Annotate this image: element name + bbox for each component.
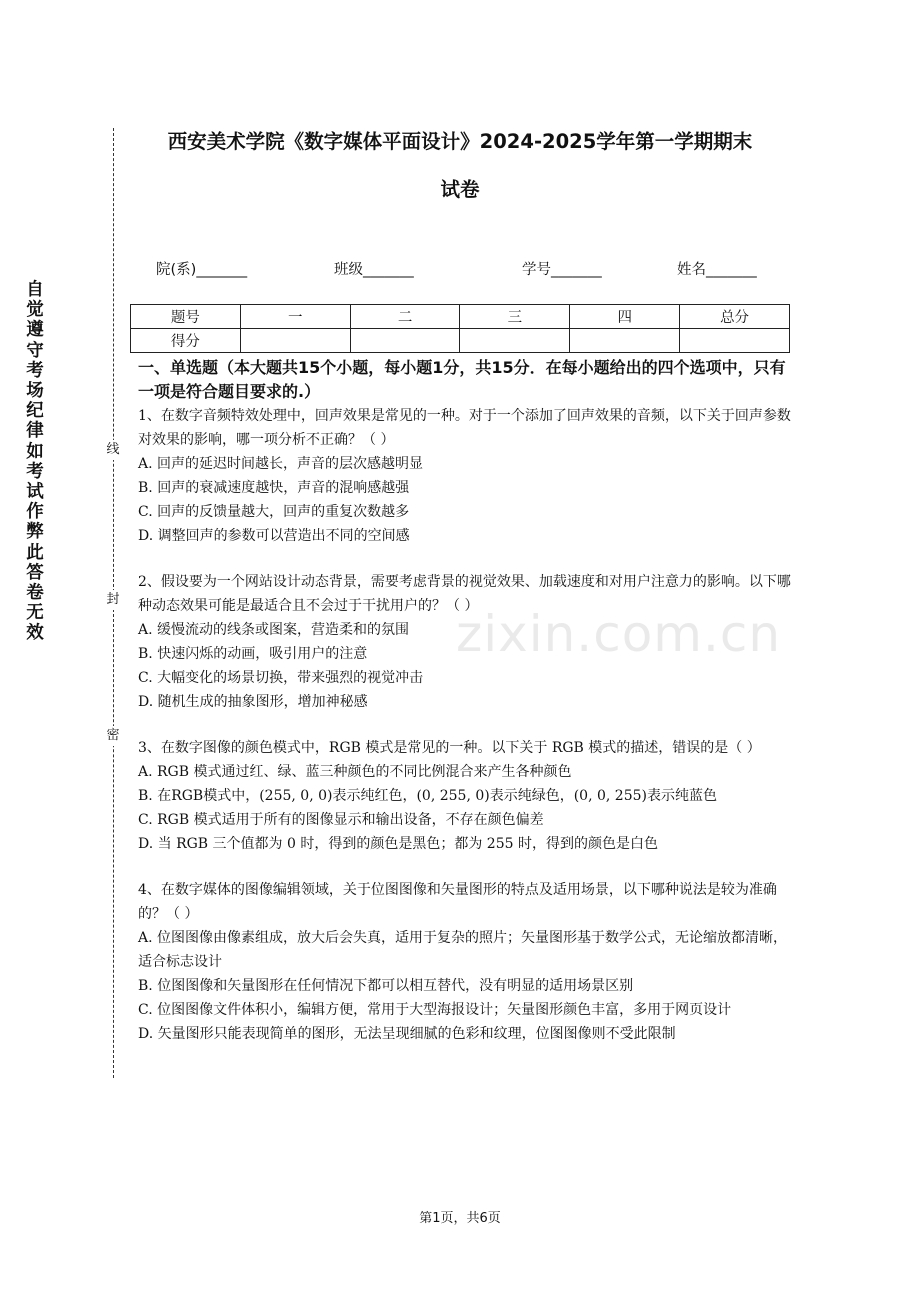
score-table-header-cell: 四 xyxy=(570,305,680,329)
score-table-header-cell: 二 xyxy=(350,305,460,329)
score-table-score-row xyxy=(131,329,790,353)
question-1 xyxy=(138,404,794,548)
score-table-header-cell: 总分 xyxy=(680,305,790,329)
question-option: C. 位图图像文件体积小，编辑方便，常用于大型海报设计；矢量图形颜色丰富，多用于网页设计 xyxy=(138,1002,732,1018)
question-3 xyxy=(138,736,794,856)
question-option: B. 回声的衰减速度越快，声音的混响感越强 xyxy=(138,480,410,496)
question-option: B. 位图图像和矢量图形在任何情况下都可以相互替代，没有明显的适用场景区别 xyxy=(138,978,634,994)
question-option: B. 在RGB模式中，(255, 0, 0)表示纯红色，(0, 255, 0)表示纯绿色，(0, 0, 255)表示纯蓝色 xyxy=(138,788,717,804)
exam-title-line-1: 西安美术学院《数字媒体平面设计》2024-2025学年第一学期期末 xyxy=(167,130,753,153)
question-4 xyxy=(138,878,794,1046)
score-cell[interactable] xyxy=(350,329,460,353)
score-cell[interactable] xyxy=(570,329,680,353)
score-table xyxy=(130,304,790,353)
score-cell[interactable] xyxy=(240,329,350,353)
exam-discipline-notice: 自觉遵守考场纪律如考试作弊此答卷无效 xyxy=(26,280,44,644)
question-stem: 3、在数字图像的颜色模式中，RGB 模式是常见的一种。以下关于 RGB 模式的描述，错误的是（ ） xyxy=(138,740,761,756)
question-option: A. 缓慢流动的线条或图案，营造柔和的氛围 xyxy=(138,622,410,638)
question-option: C. RGB 模式适用于所有的图像显示和输出设备，不存在颜色偏差 xyxy=(138,812,544,828)
question-option: C. 回声的反馈量越大，回声的重复次数越多 xyxy=(138,504,410,520)
watermark: zixin.com.cn xyxy=(456,605,782,663)
page-number: 第1页，共6页 xyxy=(419,1211,501,1226)
score-row-label: 得分 xyxy=(131,329,241,353)
question-stem: 2、假设要为一个网站设计动态背景，需要考虑背景的视觉效果、加载速度和对用户注意力的影响。以下哪种动态效果可能是最适合且不会过于干扰用户的？（ ） xyxy=(138,574,791,614)
question-list xyxy=(138,404,794,1068)
question-option: D. 随机生成的抽象图形，增加神秘感 xyxy=(138,694,368,710)
question-option: A. RGB 模式通过红、绿、蓝三种颜色的不同比例混合来产生各种颜色 xyxy=(138,764,572,780)
student-info-row xyxy=(0,258,920,282)
binding-mark-line: 线 xyxy=(104,440,122,460)
question-option: A. 位图图像由像素组成，放大后会失真，适用于复杂的照片；矢量图形基于数学公式，无论缩放都清晰，适合标志设计 xyxy=(138,930,788,970)
score-cell[interactable] xyxy=(680,329,790,353)
question-option: A. 回声的延迟时间越长，声音的层次感越明显 xyxy=(138,456,424,472)
question-option: D. 矢量图形只能表现简单的图形，无法呈现细腻的色彩和纹理，位图图像则不受此限制 xyxy=(138,1026,676,1042)
score-table-header-cell: 题号 xyxy=(131,305,241,329)
class-field[interactable]: 班级_______ xyxy=(334,262,414,278)
question-stem: 4、在数字媒体的图像编辑领域，关于位图图像和矢量图形的特点及适用场景，以下哪种说法是较为准确的？（ ） xyxy=(138,882,777,922)
binding-mark-secret: 密 xyxy=(104,726,122,746)
score-cell[interactable] xyxy=(460,329,570,353)
question-option: C. 大幅变化的场景切换，带来强烈的视觉冲击 xyxy=(138,670,424,686)
name-field[interactable]: 姓名_______ xyxy=(677,262,757,278)
department-field[interactable]: 院(系)_______ xyxy=(156,262,248,278)
exam-title-line-2: 试卷 xyxy=(440,178,480,201)
student-id-field[interactable]: 学号_______ xyxy=(522,262,602,278)
score-table-header-cell: 一 xyxy=(240,305,350,329)
binding-mark-seal: 封 xyxy=(104,590,122,610)
score-table-header-row xyxy=(131,305,790,329)
section-title: 一、单选题（本大题共15个小题，每小题1分，共15分．在每小题给出的四个选项中，只有一项是符合题目要求的.） xyxy=(138,358,786,401)
question-option: D. 当 RGB 三个值都为 0 时，得到的颜色是黑色；都为 255 时，得到的颜色是白色 xyxy=(138,836,658,852)
score-table-header-cell: 三 xyxy=(460,305,570,329)
question-option: D. 调整回声的参数可以营造出不同的空间感 xyxy=(138,528,410,544)
question-option: B. 快速闪烁的动画，吸引用户的注意 xyxy=(138,646,368,662)
question-stem: 1、在数字音频特效处理中，回声效果是常见的一种。对于一个添加了回声效果的音频，以下关于回声参数对效果的影响，哪一项分析不正确？（ ） xyxy=(138,408,791,448)
